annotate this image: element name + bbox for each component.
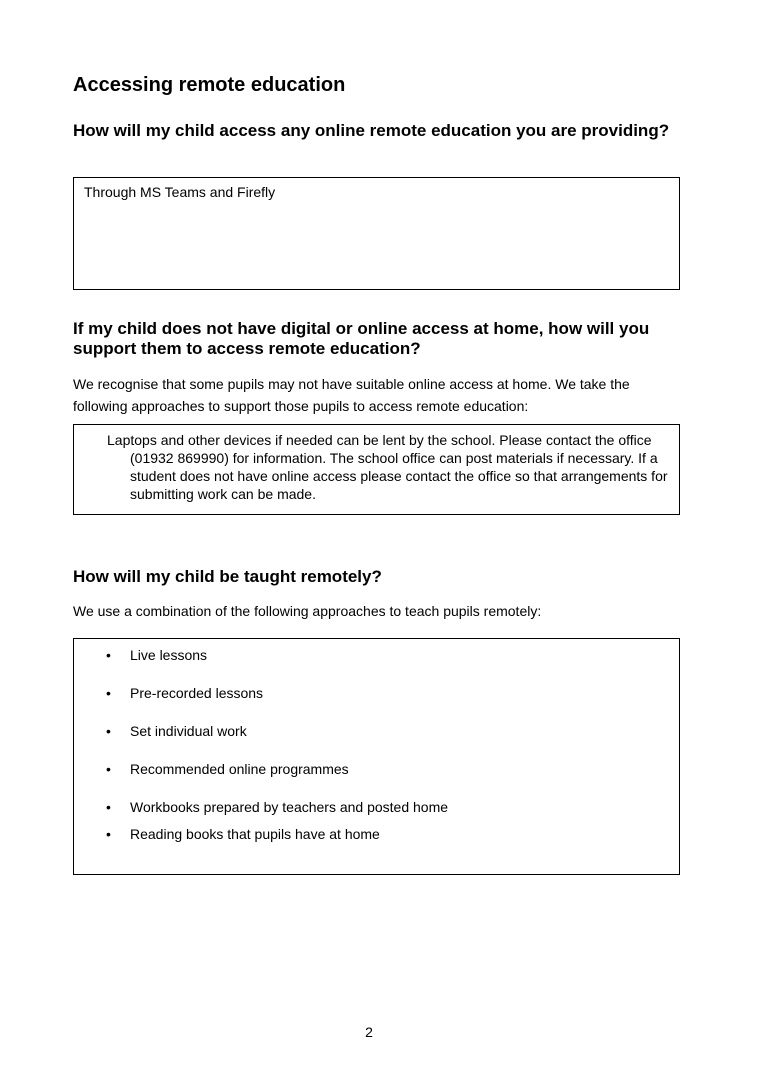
section-heading-taught-remotely: How will my child be taught remotely? bbox=[73, 567, 382, 586]
section-heading-no-digital-access: If my child does not have digital or online access at home, how will you support them to access remote education? bbox=[73, 319, 650, 358]
list-item-label: Live lessons bbox=[130, 647, 208, 663]
list-item-label: Recommended online programmes bbox=[130, 761, 349, 777]
answer-box-online-access bbox=[73, 177, 680, 290]
answer-text-online-access: Through MS Teams and Firefly bbox=[84, 184, 276, 200]
bullet-icon: • bbox=[106, 647, 111, 663]
bullet-icon: • bbox=[106, 723, 111, 739]
bullet-icon: • bbox=[106, 826, 111, 842]
list-item bbox=[106, 684, 263, 702]
list-item-label: Reading books that pupils have at home bbox=[130, 826, 380, 842]
intro-text-no-digital-access: We recognise that some pupils may not have suitable online access at home. We take the following approaches to support those pupils to access remote education: bbox=[73, 376, 630, 414]
list-item bbox=[106, 798, 448, 816]
intro-text-taught-remotely: We use a combination of the following approaches to teach pupils remotely: bbox=[73, 603, 542, 619]
page-title: Accessing remote education bbox=[73, 74, 346, 96]
list-item bbox=[106, 760, 349, 778]
list-item bbox=[106, 646, 207, 664]
answer-box-no-digital-access bbox=[73, 424, 680, 515]
list-item bbox=[106, 722, 247, 740]
answer-text-no-digital-access: Laptops and other devices if needed can be lent by the school. Please contact the office (01932 869990) for information. The school office can post materials if necessary. If a student does not have online access please contact the office so that arrangements for submitting work can be made. bbox=[107, 432, 668, 502]
list-item bbox=[106, 825, 380, 843]
approaches-box bbox=[73, 638, 680, 875]
list-item-label: Workbooks prepared by teachers and posted home bbox=[130, 799, 449, 815]
page-number: 2 bbox=[365, 1024, 373, 1040]
list-item-label: Set individual work bbox=[130, 723, 247, 739]
list-item-label: Pre-recorded lessons bbox=[130, 685, 264, 701]
section-heading-online-access: How will my child access any online remote education you are providing? bbox=[73, 121, 670, 140]
bullet-icon: • bbox=[106, 799, 111, 815]
bullet-icon: • bbox=[106, 685, 111, 701]
bullet-icon: • bbox=[106, 761, 111, 777]
